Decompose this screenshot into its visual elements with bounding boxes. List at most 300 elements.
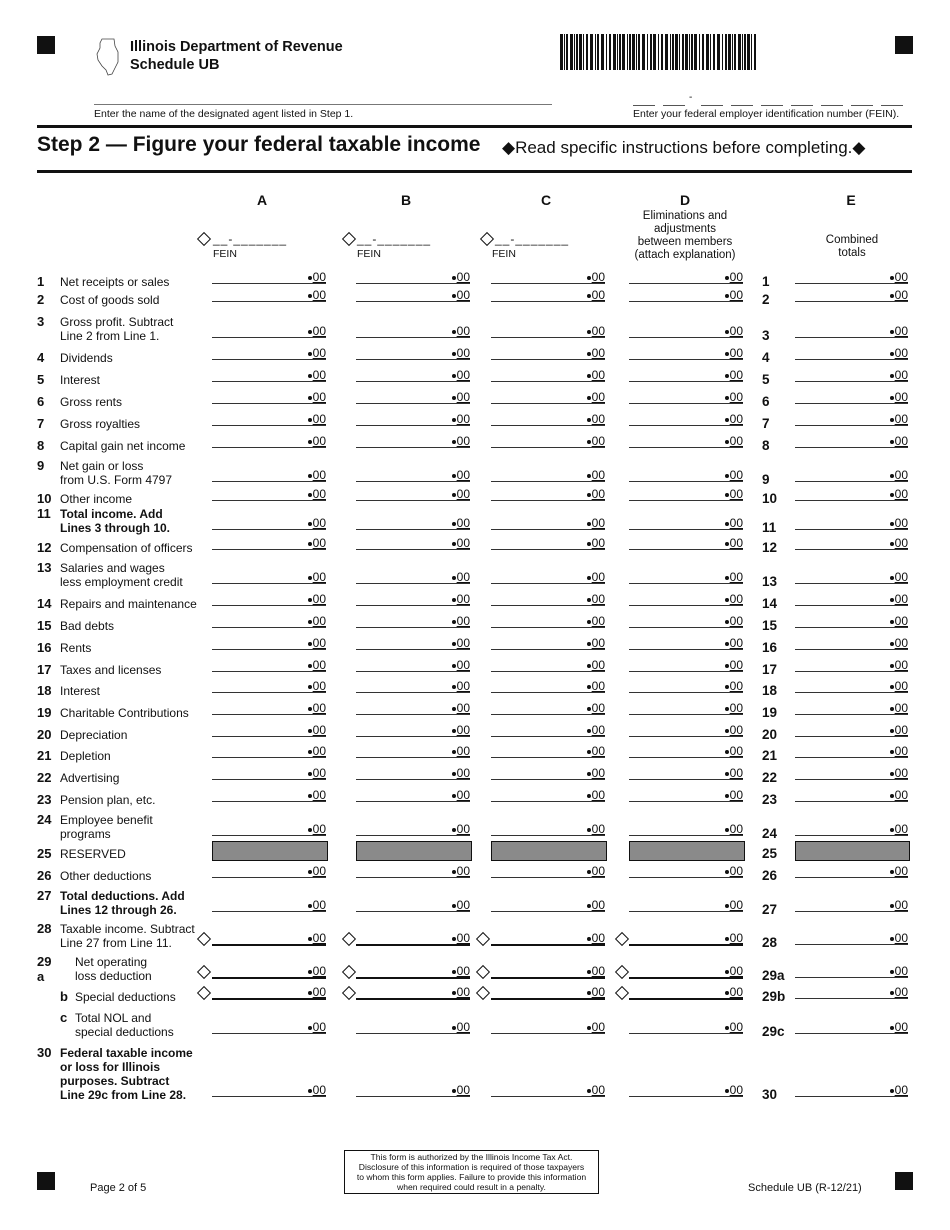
registration-mark-top-left bbox=[37, 36, 55, 54]
cents-label: 00 bbox=[725, 964, 743, 978]
cents-label: 00 bbox=[308, 788, 326, 802]
amount-field-col-c[interactable] bbox=[491, 657, 605, 672]
amount-field-col-e[interactable] bbox=[795, 1082, 908, 1097]
amount-field-col-a[interactable] bbox=[212, 269, 326, 284]
cents-label: 00 bbox=[452, 434, 470, 448]
amount-field-col-a[interactable] bbox=[212, 863, 326, 878]
line-label: Total deductions. Add Lines 12 through 26. bbox=[60, 889, 185, 917]
cents-label: 00 bbox=[725, 516, 743, 530]
amount-field-col-a[interactable] bbox=[212, 743, 326, 758]
amount-field-col-e[interactable] bbox=[795, 963, 908, 978]
amount-field-col-c[interactable] bbox=[491, 743, 605, 758]
amount-field-col-e[interactable] bbox=[795, 411, 908, 426]
line-number-right: 26 bbox=[762, 868, 778, 883]
line-number-right: 8 bbox=[762, 438, 770, 453]
line-number-right: 29b bbox=[762, 989, 786, 1004]
amount-field-col-a[interactable] bbox=[212, 984, 326, 1000]
line-number-right: 10 bbox=[762, 491, 778, 506]
amount-field-col-d[interactable] bbox=[629, 657, 743, 672]
amount-field-col-e[interactable] bbox=[795, 787, 908, 802]
line-number: 5 bbox=[37, 372, 45, 387]
cents-label: 00 bbox=[587, 701, 605, 715]
cents-label: 00 bbox=[452, 822, 470, 836]
amount-field-col-d[interactable] bbox=[629, 765, 743, 780]
column-b-fein-input[interactable]: __-_______ bbox=[357, 232, 432, 246]
cents-label: 00 bbox=[587, 614, 605, 628]
diamond-marker-icon bbox=[476, 965, 490, 979]
amount-field-col-e[interactable] bbox=[795, 678, 908, 693]
registration-mark-bottom-right bbox=[895, 1172, 913, 1190]
amount-field-col-a[interactable] bbox=[212, 635, 326, 650]
amount-field-col-e[interactable] bbox=[795, 743, 908, 758]
amount-field-col-e[interactable] bbox=[795, 535, 908, 550]
cents-label: 00 bbox=[890, 701, 908, 715]
diamond-marker-icon bbox=[480, 232, 494, 246]
amount-field-col-b[interactable] bbox=[356, 287, 470, 302]
amount-field-col-d[interactable] bbox=[629, 700, 743, 715]
amount-field-col-b[interactable] bbox=[356, 486, 470, 501]
amount-field-col-e[interactable] bbox=[795, 700, 908, 715]
cents-label: 00 bbox=[890, 1020, 908, 1034]
line-number-right: 4 bbox=[762, 350, 770, 365]
cents-label: 00 bbox=[452, 964, 470, 978]
amount-field-col-c[interactable] bbox=[491, 1082, 605, 1097]
amount-field-col-d[interactable] bbox=[629, 743, 743, 758]
amount-field-col-d[interactable] bbox=[629, 323, 743, 338]
amount-field-col-c[interactable] bbox=[491, 389, 605, 404]
amount-field-col-b[interactable] bbox=[356, 1019, 470, 1034]
cents-label: 00 bbox=[725, 390, 743, 404]
fein-input[interactable]: - bbox=[633, 90, 908, 106]
amount-field-col-b[interactable] bbox=[356, 657, 470, 672]
amount-field-col-a[interactable] bbox=[212, 963, 326, 979]
amount-field-col-d[interactable] bbox=[629, 515, 743, 530]
cents-label: 00 bbox=[587, 368, 605, 382]
amount-field-col-a[interactable] bbox=[212, 367, 326, 382]
column-c-fein-label: FEIN bbox=[492, 248, 516, 260]
cents-label: 00 bbox=[308, 964, 326, 978]
amount-field-col-d[interactable] bbox=[629, 467, 743, 482]
amount-field-col-a[interactable] bbox=[212, 657, 326, 672]
cents-label: 00 bbox=[308, 744, 326, 758]
amount-field-col-a[interactable] bbox=[212, 722, 326, 737]
cents-label: 00 bbox=[587, 346, 605, 360]
amount-field-col-a[interactable] bbox=[212, 569, 326, 584]
line-label: Other deductions bbox=[60, 869, 152, 883]
amount-field-col-c[interactable] bbox=[491, 323, 605, 338]
line-number-right: 6 bbox=[762, 394, 770, 409]
amount-field-col-e[interactable] bbox=[795, 433, 908, 448]
amount-field-col-c[interactable] bbox=[491, 897, 605, 912]
diamond-marker-icon bbox=[197, 932, 211, 946]
agent-name-field[interactable] bbox=[94, 104, 552, 105]
amount-field-col-d[interactable] bbox=[629, 287, 743, 302]
cents-label: 00 bbox=[725, 592, 743, 606]
amount-field-col-b[interactable] bbox=[356, 635, 470, 650]
cents-label: 00 bbox=[890, 324, 908, 338]
line-number-right: 15 bbox=[762, 618, 778, 633]
cents-label: 00 bbox=[308, 1083, 326, 1097]
line-number: 15 bbox=[37, 618, 52, 633]
amount-field-col-a[interactable] bbox=[212, 930, 326, 946]
amount-field-col-a[interactable] bbox=[212, 345, 326, 360]
amount-field-col-e[interactable] bbox=[795, 821, 908, 836]
cents-label: 00 bbox=[587, 516, 605, 530]
cents-label: 00 bbox=[890, 434, 908, 448]
amount-field-col-d[interactable] bbox=[629, 897, 743, 912]
amount-field-col-a[interactable] bbox=[212, 700, 326, 715]
line-label: Capital gain net income bbox=[60, 439, 186, 453]
line-number-right: 2 bbox=[762, 292, 770, 307]
line-number: 7 bbox=[37, 416, 45, 431]
cents-label: 00 bbox=[452, 766, 470, 780]
amount-field-col-b[interactable] bbox=[356, 787, 470, 802]
line-number-right: 28 bbox=[762, 935, 778, 950]
amount-field-col-a[interactable] bbox=[212, 389, 326, 404]
amount-field-col-c[interactable] bbox=[491, 765, 605, 780]
cents-label: 00 bbox=[452, 931, 470, 945]
amount-field-col-a[interactable] bbox=[212, 613, 326, 628]
amount-field-col-b[interactable] bbox=[356, 467, 470, 482]
amount-field-col-e[interactable] bbox=[795, 897, 908, 912]
amount-field-col-c[interactable] bbox=[491, 1019, 605, 1034]
cents-label: 00 bbox=[452, 487, 470, 501]
line-number: 6 bbox=[37, 394, 45, 409]
cents-label: 00 bbox=[890, 864, 908, 878]
cents-label: 00 bbox=[725, 536, 743, 550]
line-number-right: 30 bbox=[762, 1087, 778, 1102]
amount-field-col-a[interactable] bbox=[212, 287, 326, 302]
amount-field-col-d[interactable] bbox=[629, 345, 743, 360]
cents-label: 00 bbox=[308, 468, 326, 482]
amount-field-col-d[interactable] bbox=[629, 863, 743, 878]
line-label: Salaries and wages less employment credit bbox=[60, 561, 183, 589]
amount-field-col-e[interactable] bbox=[795, 1019, 908, 1034]
column-a-fein-label: FEIN bbox=[213, 248, 237, 260]
amount-field-col-d[interactable] bbox=[629, 269, 743, 284]
line-number-right: 29a bbox=[762, 968, 785, 983]
amount-field-col-a[interactable] bbox=[212, 433, 326, 448]
cents-label: 00 bbox=[725, 487, 743, 501]
cents-label: 00 bbox=[452, 985, 470, 999]
line-number: 22 bbox=[37, 770, 52, 785]
amount-field-col-b[interactable] bbox=[356, 963, 470, 979]
line-number-right: 17 bbox=[762, 662, 778, 677]
amount-field-col-a[interactable] bbox=[212, 411, 326, 426]
line-number-right: 19 bbox=[762, 705, 778, 720]
line-label: Gross rents bbox=[60, 395, 123, 409]
amount-field-col-e[interactable] bbox=[795, 467, 908, 482]
cents-label: 00 bbox=[725, 570, 743, 584]
amount-field-col-c[interactable] bbox=[491, 700, 605, 715]
line-number-right: 5 bbox=[762, 372, 770, 387]
amount-field-col-e[interactable] bbox=[795, 486, 908, 501]
amount-field-col-c[interactable] bbox=[491, 569, 605, 584]
amount-field-col-b[interactable] bbox=[356, 345, 470, 360]
cents-label: 00 bbox=[725, 788, 743, 802]
amount-field-col-b[interactable] bbox=[356, 984, 470, 1000]
cents-label: 00 bbox=[890, 270, 908, 284]
line-number: 10 bbox=[37, 491, 52, 506]
cents-label: 00 bbox=[452, 570, 470, 584]
amount-field-col-e[interactable] bbox=[795, 863, 908, 878]
amount-field-col-b[interactable] bbox=[356, 535, 470, 550]
amount-field-col-d[interactable] bbox=[629, 1019, 743, 1034]
amount-field-col-a[interactable] bbox=[212, 1082, 326, 1097]
amount-field-col-e[interactable] bbox=[795, 367, 908, 382]
amount-field-col-e[interactable] bbox=[795, 984, 908, 999]
cents-label: 00 bbox=[725, 864, 743, 878]
cents-label: 00 bbox=[890, 346, 908, 360]
amount-field-col-b[interactable] bbox=[356, 863, 470, 878]
cents-label: 00 bbox=[890, 723, 908, 737]
column-e-description: Combined totals bbox=[825, 234, 879, 259]
amount-field-col-b[interactable] bbox=[356, 897, 470, 912]
column-a-header: A bbox=[256, 192, 268, 208]
cents-label: 00 bbox=[587, 412, 605, 426]
amount-field-col-b[interactable] bbox=[356, 411, 470, 426]
amount-field-col-d[interactable] bbox=[629, 433, 743, 448]
amount-field-col-b[interactable] bbox=[356, 1082, 470, 1097]
amount-field-col-d[interactable] bbox=[629, 930, 743, 946]
amount-field-col-d[interactable] bbox=[629, 1082, 743, 1097]
agent-name-label: Enter the name of the designated agent listed in Step 1. bbox=[94, 108, 354, 120]
amount-field-col-c[interactable] bbox=[491, 515, 605, 530]
cents-label: 00 bbox=[725, 434, 743, 448]
cents-label: 00 bbox=[308, 516, 326, 530]
amount-field-col-e[interactable] bbox=[795, 613, 908, 628]
amount-field-col-a[interactable] bbox=[212, 678, 326, 693]
amount-field-col-d[interactable] bbox=[629, 411, 743, 426]
amount-field-col-e[interactable] bbox=[795, 269, 908, 284]
amount-field-col-a[interactable] bbox=[212, 787, 326, 802]
page-number: Page 2 of 5 bbox=[90, 1182, 147, 1194]
amount-field-col-d[interactable] bbox=[629, 569, 743, 584]
line-label: Special deductions bbox=[75, 990, 176, 1004]
amount-field-col-e[interactable] bbox=[795, 591, 908, 606]
amount-field-col-b[interactable] bbox=[356, 743, 470, 758]
amount-field-col-e[interactable] bbox=[795, 765, 908, 780]
amount-field-col-b[interactable] bbox=[356, 389, 470, 404]
amount-field-col-c[interactable] bbox=[491, 411, 605, 426]
amount-field-col-a[interactable] bbox=[212, 1019, 326, 1034]
amount-field-col-c[interactable] bbox=[491, 930, 605, 946]
amount-field-col-d[interactable] bbox=[629, 535, 743, 550]
line-label: Depletion bbox=[60, 749, 111, 763]
diamond-marker-icon bbox=[615, 932, 629, 946]
amount-field-col-d[interactable] bbox=[629, 963, 743, 979]
line-number-right: 9 bbox=[762, 472, 770, 487]
cents-label: 00 bbox=[890, 536, 908, 550]
line-number: 17 bbox=[37, 662, 52, 677]
amount-field-col-b[interactable] bbox=[356, 433, 470, 448]
amount-field-col-e[interactable] bbox=[795, 287, 908, 302]
step-note: ◆Read specific instructions before completing.◆ bbox=[502, 138, 866, 157]
line-number-right: 23 bbox=[762, 792, 778, 807]
cents-label: 00 bbox=[587, 985, 605, 999]
cents-label: 00 bbox=[725, 614, 743, 628]
amount-field-col-e[interactable] bbox=[795, 569, 908, 584]
amount-field-col-a[interactable] bbox=[212, 897, 326, 912]
amount-field-col-e[interactable] bbox=[795, 930, 908, 945]
amount-field-col-c[interactable] bbox=[491, 984, 605, 1000]
cents-label: 00 bbox=[452, 898, 470, 912]
line-number: 18 bbox=[37, 683, 52, 698]
amount-field-col-c[interactable] bbox=[491, 863, 605, 878]
amount-field-col-c[interactable] bbox=[491, 963, 605, 979]
line-label: Net receipts or sales bbox=[60, 275, 170, 289]
amount-field-col-a[interactable] bbox=[212, 467, 326, 482]
line-label: Dividends bbox=[60, 351, 113, 365]
line-number-right: 13 bbox=[762, 574, 778, 589]
line-number: 25 bbox=[37, 846, 52, 861]
amount-field-col-e[interactable] bbox=[795, 722, 908, 737]
cents-label: 00 bbox=[587, 788, 605, 802]
cents-label: 00 bbox=[308, 434, 326, 448]
cents-label: 00 bbox=[725, 822, 743, 836]
amount-field-col-a[interactable] bbox=[212, 535, 326, 550]
cents-label: 00 bbox=[890, 592, 908, 606]
line-number: 11 bbox=[37, 506, 51, 521]
amount-field-col-d[interactable] bbox=[629, 613, 743, 628]
line-number: 13 bbox=[37, 560, 52, 575]
amount-field-col-b[interactable] bbox=[356, 515, 470, 530]
amount-field-col-b[interactable] bbox=[356, 700, 470, 715]
cents-label: 00 bbox=[308, 931, 326, 945]
amount-field-col-b[interactable] bbox=[356, 591, 470, 606]
amount-field-col-c[interactable] bbox=[491, 635, 605, 650]
line-label: RESERVED bbox=[60, 847, 126, 861]
line-number: 16 bbox=[37, 640, 52, 655]
amount-field-col-e[interactable] bbox=[795, 515, 908, 530]
amount-field-col-e[interactable] bbox=[795, 345, 908, 360]
amount-field-col-b[interactable] bbox=[356, 323, 470, 338]
amount-field-col-a[interactable] bbox=[212, 591, 326, 606]
amount-field-col-b[interactable] bbox=[356, 569, 470, 584]
amount-field-col-e[interactable] bbox=[795, 657, 908, 672]
amount-field-col-c[interactable] bbox=[491, 287, 605, 302]
amount-field-col-d[interactable] bbox=[629, 486, 743, 501]
authorization-notice: This form is authorized by the Illinois Income Tax Act. Disclosure of this information is required of those taxpayers to whom this form applies. Failure to provide this information when required could result in a penalty. bbox=[344, 1150, 599, 1194]
amount-field-col-d[interactable] bbox=[629, 591, 743, 606]
line-number-right: 3 bbox=[762, 328, 770, 343]
line-number: 4 bbox=[37, 350, 45, 365]
cents-label: 00 bbox=[452, 536, 470, 550]
amount-field-col-a[interactable] bbox=[212, 515, 326, 530]
amount-field-col-e[interactable] bbox=[795, 635, 908, 650]
cents-label: 00 bbox=[452, 412, 470, 426]
reserved-shaded-field bbox=[491, 841, 607, 861]
cents-label: 00 bbox=[725, 701, 743, 715]
amount-field-col-e[interactable] bbox=[795, 323, 908, 338]
barcode-image bbox=[560, 34, 756, 70]
column-c-fein-input[interactable]: __-_______ bbox=[495, 232, 570, 246]
cents-label: 00 bbox=[308, 390, 326, 404]
amount-field-col-c[interactable] bbox=[491, 367, 605, 382]
cents-label: 00 bbox=[452, 788, 470, 802]
cents-label: 00 bbox=[452, 324, 470, 338]
cents-label: 00 bbox=[308, 346, 326, 360]
amount-field-col-c[interactable] bbox=[491, 678, 605, 693]
cents-label: 00 bbox=[890, 744, 908, 758]
amount-field-col-d[interactable] bbox=[629, 367, 743, 382]
cents-label: 00 bbox=[890, 788, 908, 802]
line-number-right: 20 bbox=[762, 727, 778, 742]
amount-field-col-c[interactable] bbox=[491, 269, 605, 284]
column-b-fein-label: FEIN bbox=[357, 248, 381, 260]
amount-field-col-d[interactable] bbox=[629, 821, 743, 836]
amount-field-col-b[interactable] bbox=[356, 765, 470, 780]
amount-field-col-c[interactable] bbox=[491, 722, 605, 737]
amount-field-col-c[interactable] bbox=[491, 535, 605, 550]
amount-field-col-b[interactable] bbox=[356, 821, 470, 836]
amount-field-col-b[interactable] bbox=[356, 269, 470, 284]
cents-label: 00 bbox=[308, 723, 326, 737]
form-id: Schedule UB (R-12/21) bbox=[748, 1182, 862, 1194]
column-a-fein-input[interactable]: __-_______ bbox=[213, 232, 288, 246]
registration-mark-top-right bbox=[895, 36, 913, 54]
cents-label: 00 bbox=[587, 536, 605, 550]
amount-field-col-c[interactable] bbox=[491, 821, 605, 836]
amount-field-col-a[interactable] bbox=[212, 486, 326, 501]
cents-label: 00 bbox=[452, 516, 470, 530]
line-label: Taxable income. Subtract Line 27 from Line 11. bbox=[60, 922, 195, 950]
amount-field-col-a[interactable] bbox=[212, 323, 326, 338]
line-number: 20 bbox=[37, 727, 52, 742]
amount-field-col-c[interactable] bbox=[491, 486, 605, 501]
line-number: 28 bbox=[37, 921, 52, 936]
reserved-shaded-field bbox=[629, 841, 745, 861]
amount-field-col-a[interactable] bbox=[212, 765, 326, 780]
amount-field-col-e[interactable] bbox=[795, 389, 908, 404]
column-d-header: D bbox=[679, 192, 691, 208]
amount-field-col-d[interactable] bbox=[629, 389, 743, 404]
line-label: Employee benefit programs bbox=[60, 813, 153, 841]
reserved-shaded-field bbox=[356, 841, 472, 861]
amount-field-col-d[interactable] bbox=[629, 984, 743, 1000]
amount-field-col-c[interactable] bbox=[491, 787, 605, 802]
form-header bbox=[130, 38, 343, 74]
amount-field-col-c[interactable] bbox=[491, 433, 605, 448]
amount-field-col-b[interactable] bbox=[356, 722, 470, 737]
amount-field-col-c[interactable] bbox=[491, 591, 605, 606]
line-number-right: 29c bbox=[762, 1024, 785, 1039]
amount-field-col-c[interactable] bbox=[491, 613, 605, 628]
amount-field-col-b[interactable] bbox=[356, 678, 470, 693]
amount-field-col-d[interactable] bbox=[629, 678, 743, 693]
line-number-right: 11 bbox=[762, 520, 777, 535]
cents-label: 00 bbox=[452, 368, 470, 382]
line-number: 19 bbox=[37, 705, 52, 720]
cents-label: 00 bbox=[725, 931, 743, 945]
cents-label: 00 bbox=[890, 368, 908, 382]
cents-label: 00 bbox=[587, 679, 605, 693]
amount-field-col-a[interactable] bbox=[212, 821, 326, 836]
amount-field-col-b[interactable] bbox=[356, 367, 470, 382]
cents-label: 00 bbox=[308, 636, 326, 650]
line-number: 30 bbox=[37, 1045, 52, 1060]
amount-field-col-d[interactable] bbox=[629, 787, 743, 802]
amount-field-col-c[interactable] bbox=[491, 345, 605, 360]
cents-label: 00 bbox=[890, 766, 908, 780]
amount-field-col-c[interactable] bbox=[491, 467, 605, 482]
amount-field-col-b[interactable] bbox=[356, 613, 470, 628]
diamond-marker-icon bbox=[342, 965, 356, 979]
amount-field-col-d[interactable] bbox=[629, 722, 743, 737]
cents-label: 00 bbox=[587, 822, 605, 836]
amount-field-col-d[interactable] bbox=[629, 635, 743, 650]
amount-field-col-b[interactable] bbox=[356, 930, 470, 946]
